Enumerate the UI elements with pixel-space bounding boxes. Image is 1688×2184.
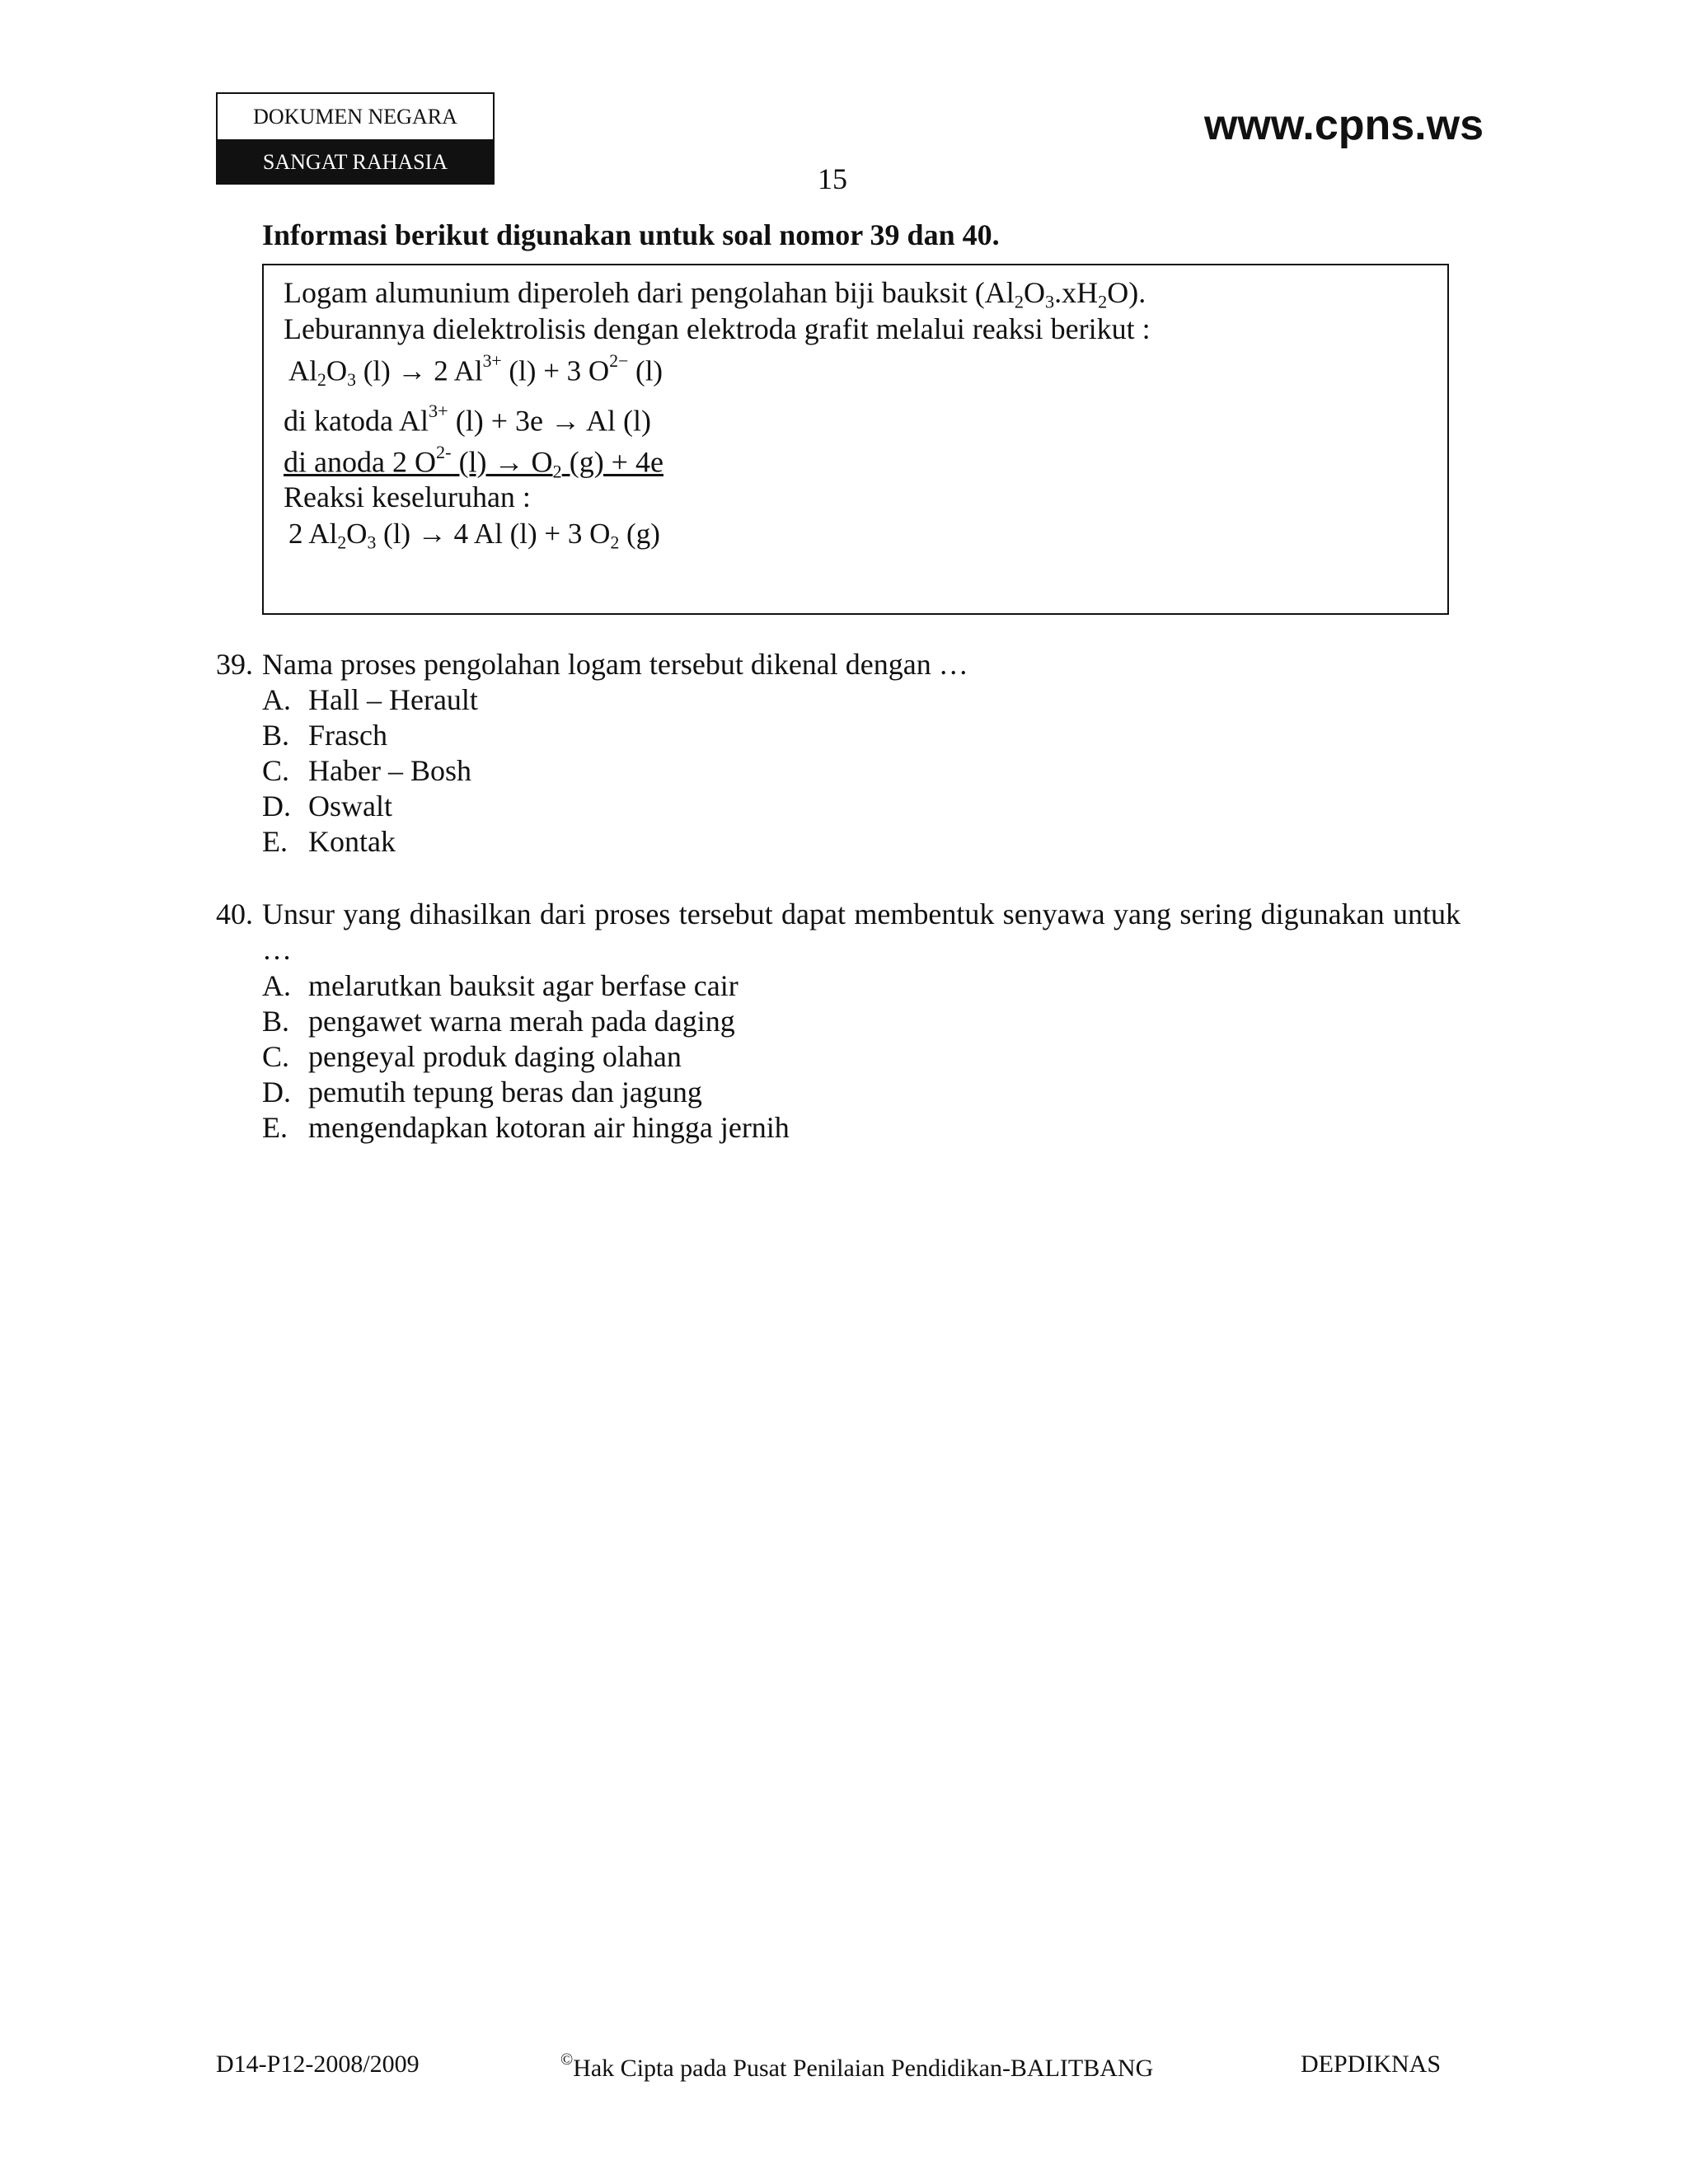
answer-option xyxy=(262,968,1461,1003)
equation-dissociation: $Al_2O_3$ (l) → 2 $Al^{3+}$ (l) + 3 $O^{2-}$ (l) xyxy=(288,351,663,390)
option-text: Kontak xyxy=(308,824,396,858)
option-letter: B. xyxy=(262,718,290,752)
option-text: Frasch xyxy=(308,718,387,752)
answer-option xyxy=(262,1109,1461,1145)
info-heading: Informasi berikut digunakan untuk soal nomor 39 dan 40. xyxy=(262,218,1000,251)
option-text: pengawet warna merah pada daging xyxy=(308,1004,735,1038)
answer-option xyxy=(262,1038,1461,1074)
question-text: Unsur yang dihasilkan dari proses tersebut dapat membentuk senyawa yang sering digunakan untuk … xyxy=(262,898,1461,966)
copyright-text: Hak Cipta pada Pusat Penilaian Pendidikan-BALITBANG xyxy=(573,2055,1154,2082)
footer-department: DEPDIKNAS xyxy=(1301,2050,1442,2078)
page-number: 15 xyxy=(818,162,847,195)
option-letter: E. xyxy=(262,824,288,858)
option-letter: B. xyxy=(262,1004,290,1038)
question-number: 40. xyxy=(216,898,253,930)
copyright-symbol: © xyxy=(560,2050,574,2069)
option-letter: E. xyxy=(262,1110,288,1144)
option-letter: D. xyxy=(262,1075,291,1108)
option-text: Haber – Bosh xyxy=(308,753,471,787)
overall-equation: 2 $Al_2O_3$ (l) → 4 Al (l) + 3 $O_2$ (g) xyxy=(288,518,660,553)
answer-option xyxy=(262,1003,1461,1038)
option-letter: D. xyxy=(262,789,291,823)
question-40 xyxy=(216,897,1461,1145)
overall-reaction-label: Reaksi keseluruhan : xyxy=(284,480,531,513)
stamp-bottom-label: SANGAT RAHASIA xyxy=(218,139,493,185)
answer-option xyxy=(262,1074,1461,1109)
option-text: pemutih tepung beras dan jagung xyxy=(308,1075,702,1108)
option-text: melarutkan bauksit agar berfase cair xyxy=(308,968,738,1002)
classification-stamp xyxy=(216,92,495,185)
option-letter: C. xyxy=(262,753,290,787)
footer-code: D14-P12-2008/2009 xyxy=(216,2050,420,2078)
answer-option xyxy=(262,682,1461,717)
site-url: www.cpns.ws xyxy=(1203,101,1484,149)
info-line-bauxite: Logam alumunium diperoleh dari pengolahan biji bauksit $(Al_2O_3.xH_2O)$. xyxy=(284,276,1146,312)
answer-option xyxy=(262,752,1461,788)
cathode-reaction: di katoda $Al^{3+}$ (l) + 3e → Al (l) xyxy=(284,401,651,438)
question-number: 39. xyxy=(216,647,253,681)
option-text: mengendapkan kotoran air hingga jernih xyxy=(308,1110,790,1144)
option-text: Oswalt xyxy=(308,789,392,823)
footer-copyright xyxy=(560,2050,1153,2083)
option-letter: A. xyxy=(262,682,291,716)
question-text: Nama proses pengolahan logam tersebut dikenal dengan … xyxy=(262,647,968,681)
option-text: Hall – Herault xyxy=(308,682,478,716)
question-39 xyxy=(216,646,1461,859)
info-box xyxy=(262,264,1449,615)
info-line-electrolysis: Leburannya dielektrolisis dengan elektroda grafit melalui reaksi berikut : xyxy=(284,312,1151,345)
option-letter: C. xyxy=(262,1039,290,1073)
option-text: pengeyal produk daging olahan xyxy=(308,1039,682,1073)
answer-option xyxy=(262,788,1461,823)
answer-option xyxy=(262,823,1461,859)
answer-option xyxy=(262,717,1461,752)
stamp-top-label: DOKUMEN NEGARA xyxy=(253,104,457,129)
option-letter: A. xyxy=(262,968,291,1002)
anode-reaction: di anoda 2 $O^{2-}$ $(l) \to O_2$ (g) + 4e xyxy=(284,442,663,482)
